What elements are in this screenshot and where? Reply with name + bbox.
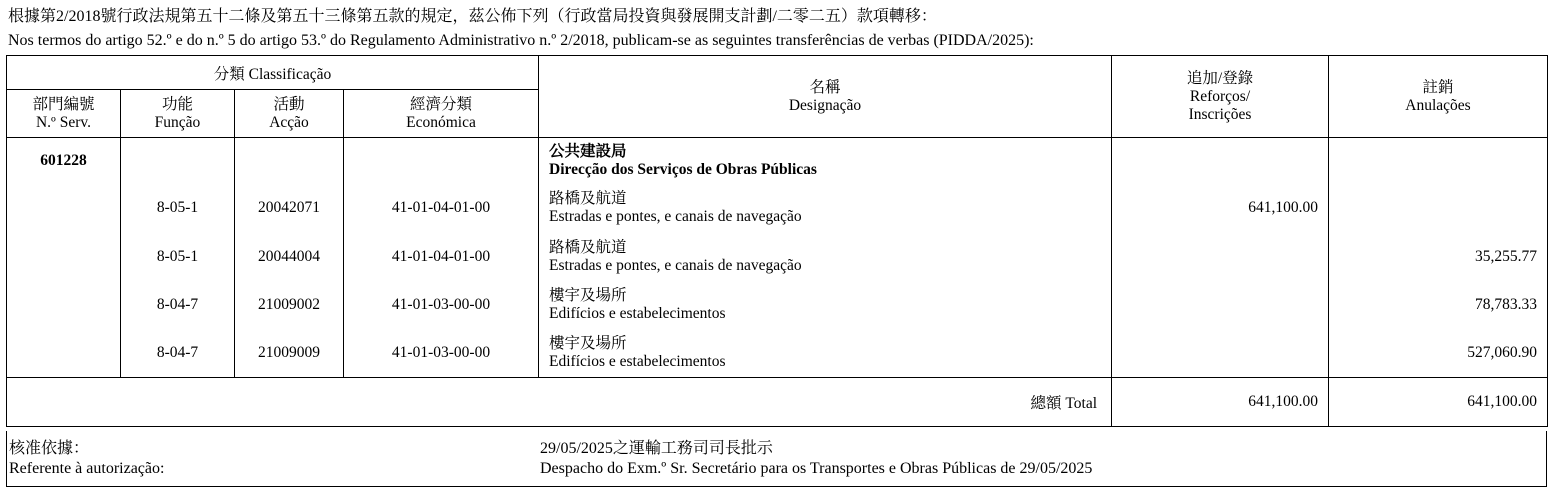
authorization-label-zh: 核准依據： xyxy=(9,440,90,457)
header-accao-zh: 活動 xyxy=(273,95,305,113)
row-reforcos xyxy=(1112,330,1329,378)
header-row-1 xyxy=(7,56,1548,90)
row-designacao xyxy=(539,281,1112,330)
header-classification: 分類 Classificação xyxy=(7,56,539,90)
empty-cell xyxy=(1329,138,1548,184)
header-serv-pt: N.º Serv. xyxy=(35,113,92,131)
header-anulacoes-zh: 註銷 xyxy=(1422,78,1454,96)
empty-cell xyxy=(7,184,121,233)
empty-cell xyxy=(7,281,121,330)
empty-cell xyxy=(7,233,121,281)
empty-cell xyxy=(344,138,539,184)
header-designacao xyxy=(539,56,1112,138)
table-row xyxy=(7,233,1548,281)
authorization-text xyxy=(540,439,1092,479)
row-designacao xyxy=(539,233,1112,281)
row-reforcos xyxy=(1112,281,1329,330)
total-row xyxy=(7,378,1548,427)
row-designacao-zh: 路橋及航道 xyxy=(549,190,627,207)
header-reforcos xyxy=(1112,56,1329,138)
transfer-table xyxy=(6,55,1548,427)
row-reforcos xyxy=(1112,233,1329,281)
header-anulacoes-pt: Anulações xyxy=(1405,96,1471,114)
empty-cell xyxy=(235,138,344,184)
row-designacao xyxy=(539,184,1112,233)
header-serv xyxy=(7,90,121,138)
authorization-section xyxy=(6,431,1547,487)
service-name-zh: 公共建設局 xyxy=(549,142,627,160)
empty-cell xyxy=(1112,138,1329,184)
intro-chinese: 根據第2/2018號行政法規第五十二條及第五十三條第五款的規定，茲公佈下列（行政當局投資與發展開支計劃/二零二五）款項轉移： xyxy=(8,8,937,25)
row-accao: 21009009 xyxy=(235,330,344,378)
header-designacao-zh: 名稱 xyxy=(809,78,841,96)
header-accao-pt: Acção xyxy=(269,113,309,131)
row-economica: 41-01-03-00-00 xyxy=(344,281,539,330)
table-row xyxy=(7,330,1548,378)
row-economica: 41-01-04-01-00 xyxy=(344,233,539,281)
table-row xyxy=(7,281,1548,330)
row-reforcos: 641,100.00 xyxy=(1112,184,1329,233)
row-funcao: 8-05-1 xyxy=(121,184,235,233)
row-anulacoes: 527,060.90 xyxy=(1329,330,1548,378)
row-anulacoes: 35,255.77 xyxy=(1329,233,1548,281)
header-reforcos-pt2: Inscrições xyxy=(1188,105,1252,123)
header-accao xyxy=(235,90,344,138)
row-designacao-pt: Edifícios e estabelecimentos xyxy=(549,353,726,371)
service-name xyxy=(539,138,1112,184)
header-economica-pt: Económica xyxy=(406,113,476,131)
row-designacao-pt: Estradas e pontes, e canais de navegação xyxy=(549,208,802,225)
header-serv-zh: 部門編號 xyxy=(32,95,95,113)
header-reforcos-pt1: Reforços/ xyxy=(1189,87,1251,105)
total-reforcos: 641,100.00 xyxy=(1112,378,1329,427)
header-reforcos-zh: 追加/登錄 xyxy=(1186,69,1254,87)
authorization-label-pt: Referente à autorização: xyxy=(9,460,165,477)
row-designacao-pt: Estradas e pontes, e canais de navegação xyxy=(549,256,802,274)
header-funcao xyxy=(121,90,235,138)
row-funcao: 8-05-1 xyxy=(121,233,235,281)
row-economica: 41-01-04-01-00 xyxy=(344,184,539,233)
row-designacao-zh: 路橋及航道 xyxy=(549,238,627,256)
empty-cell xyxy=(121,138,235,184)
header-designacao-pt: Designação xyxy=(788,96,862,114)
row-designacao xyxy=(539,330,1112,378)
intro-portuguese: Nos termos do artigo 52.º e do n.º 5 do artigo 53.º do Regulamento Administrativo n.º 2/2018, publicam-se as seguintes transferências de verbas (PIDDA/2025): xyxy=(8,32,1034,49)
service-row xyxy=(7,138,1548,184)
header-funcao-zh: 功能 xyxy=(161,95,193,113)
row-anulacoes: 78,783.33 xyxy=(1329,281,1548,330)
header-anulacoes xyxy=(1329,56,1548,138)
row-funcao: 8-04-7 xyxy=(121,281,235,330)
total-anulacoes: 641,100.00 xyxy=(1329,378,1548,427)
authorization-text-pt: Despacho do Exm.º Sr. Secretário para os Transportes e Obras Públicas de 29/05/2025 xyxy=(540,460,1093,477)
total-label: 總額 Total xyxy=(7,378,1112,427)
row-designacao-pt: Edifícios e estabelecimentos xyxy=(549,305,726,322)
row-accao: 20042071 xyxy=(235,184,344,233)
header-economica xyxy=(344,90,539,138)
authorization-text-zh: 29/05/2025之運輸工務司司長批示 xyxy=(540,440,773,457)
header-funcao-pt: Função xyxy=(154,113,201,131)
header-economica-zh: 經濟分類 xyxy=(410,95,473,113)
row-accao: 20044004 xyxy=(235,233,344,281)
table-row xyxy=(7,184,1548,233)
authorization-label xyxy=(9,439,164,479)
row-designacao-zh: 樓宇及場所 xyxy=(549,287,627,304)
service-name-pt: Direcção dos Serviços de Obras Públicas xyxy=(549,160,817,178)
empty-cell xyxy=(7,330,121,378)
row-economica: 41-01-03-00-00 xyxy=(344,330,539,378)
service-code: 601228 xyxy=(7,138,121,184)
row-anulacoes xyxy=(1329,184,1548,233)
row-designacao-zh: 樓宇及場所 xyxy=(549,335,627,353)
row-accao: 21009002 xyxy=(235,281,344,330)
row-funcao: 8-04-7 xyxy=(121,330,235,378)
